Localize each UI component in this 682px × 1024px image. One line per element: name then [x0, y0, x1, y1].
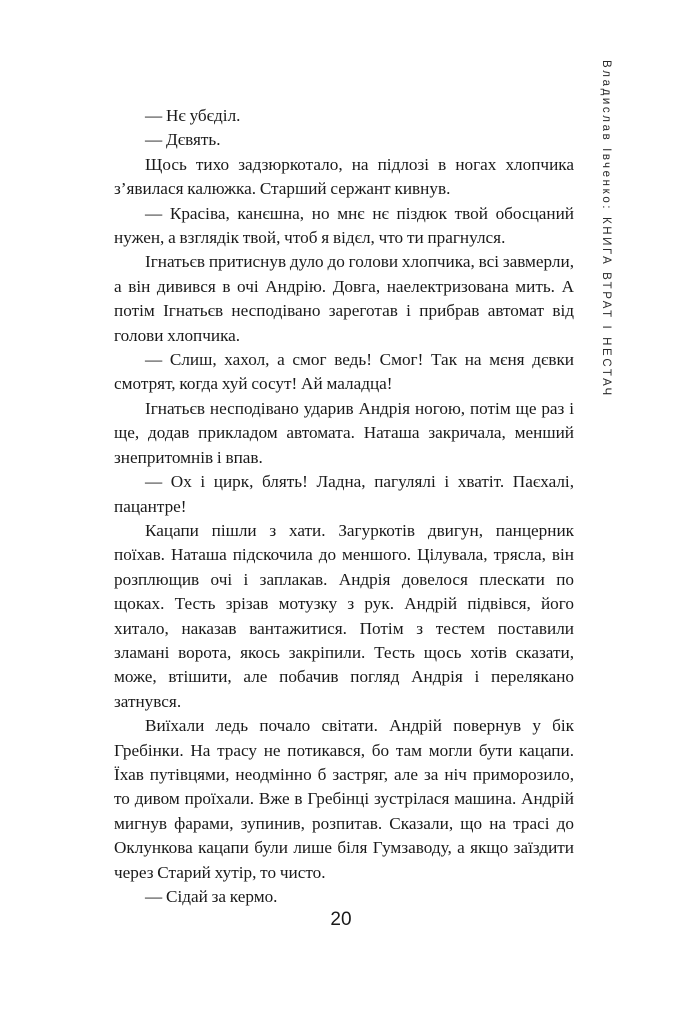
paragraph: Ігнатьєв притиснув дуло до голови хлопчика, всі завмерли, а він дивився в очі Андрію. Довга, наелектризована мить. А потім Ігнатьєв несподівано зареготав і прибрав автомат від голови хлопчика. [114, 252, 574, 345]
paragraph: — Дєвять. [145, 130, 221, 150]
paragraph: Ігнатьєв несподівано ударив Андрія ногою, потім ще раз і ще, додав прикладом автомата. Наташа закричала, менший знепритомнів і впав. [114, 398, 574, 467]
body-text [114, 104, 574, 909]
page-number: 20 [330, 909, 352, 930]
paragraph: — Ох і цирк, блять! Ладна, пагулялі і хватіт. Паєхалі, пацантре! [114, 472, 574, 516]
paragraph: — Сідай за кермо. [145, 887, 278, 906]
paragraph: — Красіва, канєшна, но мнє нє піздюк твой обосцаний нужен, а взглядік твой, чтоб я відєл, что ти прагнулся. [114, 203, 574, 248]
running-head: Владислав Івченко: КНИГА ВТРАТ І НЕСТАЧ [600, 60, 612, 398]
paragraph: — Слиш, хахол, а смог ведь! Смог! Так на мєня дєвки смотрят, когда хуй сосут! Ай маладца! [114, 350, 574, 394]
paragraph: Щось тихо задзюркотало, на підлозі в ногах хлопчика з’явилася калюжка. Старший сержант кивнув. [114, 154, 574, 199]
paragraph: Виїхали ледь почало світати. Андрій повернув у бік Гребінки. На трасу не потикався, бо там могли бути кацапи. Їхав путівцями, неодмінно б застряг, але за ніч приморозило, то дивом проїхали. Вже в Гребінці зустрілася машина. Андрій мигнув фарами, зупинив, розпитав. Сказали, що на трасі до Оклункова кацапи були лише біля Гумзаводу, а якщо заїздити через Старий хутір, то чисто. [114, 716, 574, 882]
paragraph: Кацапи пішли з хати. Загуркотів двигун, панцерник поїхав. Наташа підскочила до меншого. Цілувала, трясла, він розплющив очі і заплакав. Андрія довелося плескати по щоках. Тесть зрізав мотузку з рук. Андрій підвівся, його хитало, наказав вантажитися. Потім з тестем поставили зламані ворота, якось закріпили. Тесть щось хотів сказати, може, втішити, але побачив погляд Андрія і перелякано затнувся. [114, 520, 574, 711]
paragraph: — Нє убєділ. [145, 106, 241, 125]
